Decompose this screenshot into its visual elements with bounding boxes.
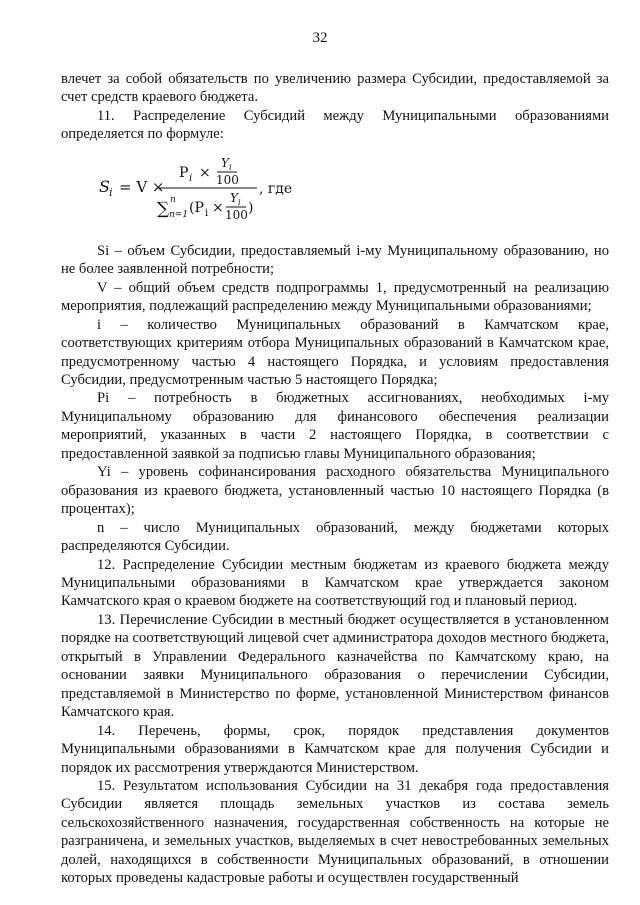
formula-equals: = V ×: [119, 177, 165, 196]
formula-num-times: ×: [199, 164, 211, 181]
formula-num-p-sub: i: [189, 172, 193, 184]
page-number: 32: [312, 30, 328, 46]
paragraph: 12. Распределение Субсидии местным бюджетам из краевого бюджета между Муниципальными образованиями в Камчатском крае утверждается законом Камчатского края о краевом бюджете на соответствующий год и плановый период.: [61, 556, 609, 610]
formula-lhs: S: [99, 176, 110, 196]
formula-num-p: P: [179, 164, 189, 181]
formula-sum-bottom: n=1: [169, 209, 189, 220]
document-body: [61, 70, 609, 888]
formula-den-close: ): [248, 199, 254, 216]
formula-den-p-sub: i: [205, 207, 209, 219]
formula-den-y-sub: i: [238, 197, 241, 207]
paragraph: Yi – уровень софинансирования расходного обязательства Муниципального образования из краевого бюджета, установленный частью 10 настоящего Порядка (в процентах);: [61, 464, 609, 518]
subsidy-formula: [61, 144, 609, 230]
paragraph: Si – объем Субсидии, предоставляемый i-му Муниципальному образованию, но не более заявленной потребности;: [61, 242, 609, 278]
formula-num-y-sub: i: [229, 162, 232, 172]
paragraph: 11. Распределение Субсидий между Муниципальными образованиями определяется по формуле:: [61, 107, 609, 143]
formula-num-hundred: 100: [216, 172, 239, 187]
formula-lhs-sub: i: [109, 185, 113, 199]
formula-den-open: (P: [189, 199, 204, 216]
formula-den-times: ×: [212, 199, 224, 216]
paragraph: Pi – потребность в бюджетных ассигнованиях, необходимых i-му Муниципальному образованию для финансового обеспечения реализации мероприятий, указанных в части 2 настоящего Порядка, в соответствии с предоставленной заявкой за подписью главы Муниципального образования;: [61, 390, 609, 462]
formula-suffix: , где: [259, 180, 293, 197]
paragraph: 13. Перечисление Субсидии в местный бюджет осуществляется в установленном порядке на соответствующий лицевой счет администратора доходов местного бюджета, открытый в Управлении Федерального казначейства по Камчатскому краю, на основании заявки Муниципального образования о перечислении Субсидии, представляемой в Министерство по форме, установленной Министерством финансов Камчатского края.: [61, 611, 609, 721]
formula-sum-top: n: [170, 194, 176, 205]
formula-den-y: Y: [230, 190, 238, 205]
paragraph: 15. Результатом использования Субсидии на 31 декабря года предоставления Субсидии является площадь земельных участков из состава земель сельскохозяйственного назначения, государственная собственность на которые не разграничена, и земельных участков, выделяемых в счет невостребованных земельных долей, находящихся в собственности Муниципальных образований, в отношении которых проведены кадастровые работы и осуществлен государственный: [61, 777, 609, 887]
formula-sum: ∑: [157, 198, 170, 219]
formula-den-hundred: 100: [225, 207, 248, 222]
paragraph: 14. Перечень, формы, срок, порядок представления документов Муниципальными образованиями в Камчатском крае для получения Субсидии и порядок их рассмотрения утверждаются Министерством.: [61, 722, 609, 776]
formula-graphic: [61, 144, 609, 230]
paragraph: i – количество Муниципальных образований в Камчатском крае, соответствующих критериям отбора Муниципальных образований в Камчатском крае, предусмотренному частью 4 настоящего Порядка, и условиям предоставления Субсидии, предусмотренным частью 5 настоящего Порядка;: [61, 316, 609, 388]
formula-num-y: Y: [221, 155, 229, 170]
paragraph: n – число Муниципальных образований, между бюджетами которых распределяются Субсидии.: [61, 519, 609, 555]
paragraph: влечет за собой обязательств по увеличению размера Субсидии, предоставляемой за счет средств краевого бюджета.: [61, 71, 609, 106]
paragraph: V – общий объем средств подпрограммы 1, предусмотренный на реализацию мероприятия, подлежащий распределению между Муниципальными образованиями;: [61, 279, 609, 315]
